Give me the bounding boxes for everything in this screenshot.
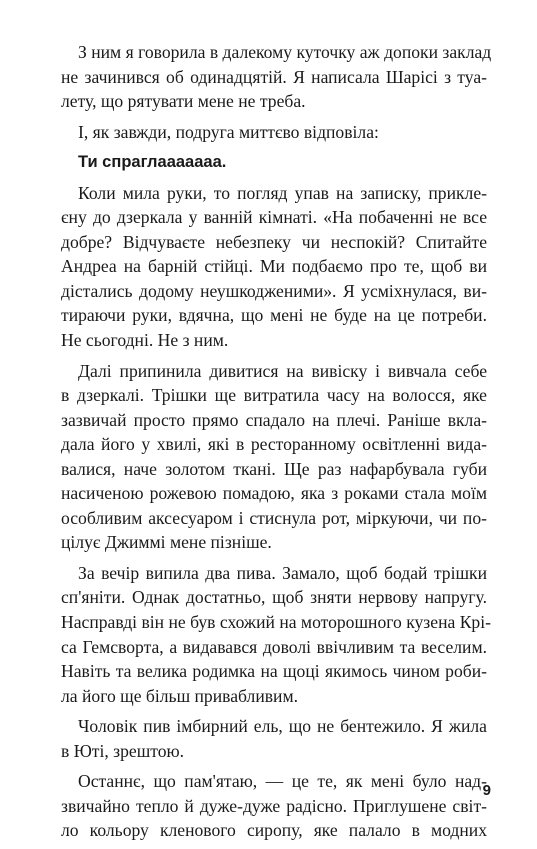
text-line: сп'яніти. Однак достатньо, щоб зняти нервову напругу. [61,587,487,608]
text-line: насиченою рожевою помадою, яка з роками стала моїм [61,483,487,504]
text-line: в Юті, зрештою. [61,740,185,761]
text-line: єну до дзеркала у ванній кімнаті. «На побаченні не все [61,207,487,228]
text-line: За вечір випила два пива. Замало, щоб бодай трішки [78,562,487,583]
paragraph [61,120,487,145]
text-line: дала його у хвилі, які в ресторанному освітленні вида- [61,434,487,455]
paragraph [61,40,492,114]
text-line: ло кольору кленового сиропу, яке палало в модних [61,820,487,841]
text-message [61,150,487,175]
text-line: не зачинився об одинадцятій. Я написала Шарісі з туа- [61,66,487,87]
text-line: Коли мила руки, то погляд упав на записку, прикле- [78,182,487,203]
text-line: са Гемсворта, а видавався доволі ввічливим та веселим. [61,636,487,657]
text-line: валися, наче золотом ткані. Ще раз нафарбувала губи [61,458,487,479]
text-line: звичайно тепло й дуже-дуже радісно. Приглушене світ- [61,795,487,816]
text-line: Чоловік пив імбирний ель, що не бентежило. Я жила [78,716,487,737]
text-line: З ним я говорила в далекому куточку аж допоки заклад [78,42,492,62]
paragraph [61,769,487,843]
paragraph [61,561,491,708]
text-line: лету, що рятувати мене не треба. [61,91,306,112]
text-line: цілує Джиммі мене пізніше. [61,532,272,553]
text-line: Ти спраглааааааа. [78,153,227,172]
page-body [61,40,492,849]
text-line: Андреа на барній стійці. Ми подбаємо про те, щоб ви [61,256,487,277]
text-line: Навіть та велика родимка на щоці якимось чином роби- [61,661,487,682]
text-line: особливим аксесуаром і стиснула рот, міркуючи, чи по- [61,507,487,528]
paragraph [61,359,487,555]
text-line: Насправді він не був схожий на моторошного кузена Крі- [61,612,491,633]
paragraph [61,181,487,353]
text-line: Не сьогодні. Не з ним. [61,330,229,351]
text-line: в дзеркалі. Трішки ще витратила часу на волосся, яке [61,385,487,406]
text-line: Останнє, що пам'ятаю, — це те, як мені було над- [78,771,487,792]
page-number: 9 [482,782,491,799]
paragraph [61,714,487,763]
text-line: дістались додому неушкодженими». Я усміхнулася, ви- [61,280,487,301]
text-line: ла його ще більш привабливим. [61,685,298,706]
text-line: зазвичай просто прямо спадало на плечі. Раніше вкла- [61,409,487,430]
text-line: тираючи руки, вдячна, що мені не буде на це потреби. [61,305,487,326]
text-line: І, як завжди, подруга миттєво відповіла: [78,121,379,142]
text-line: Далі припинила дивитися на вивіску і вивчала себе [78,360,487,381]
text-line: добре? Відчуваєте небезпеку чи неспокій? Спитайте [61,231,487,252]
